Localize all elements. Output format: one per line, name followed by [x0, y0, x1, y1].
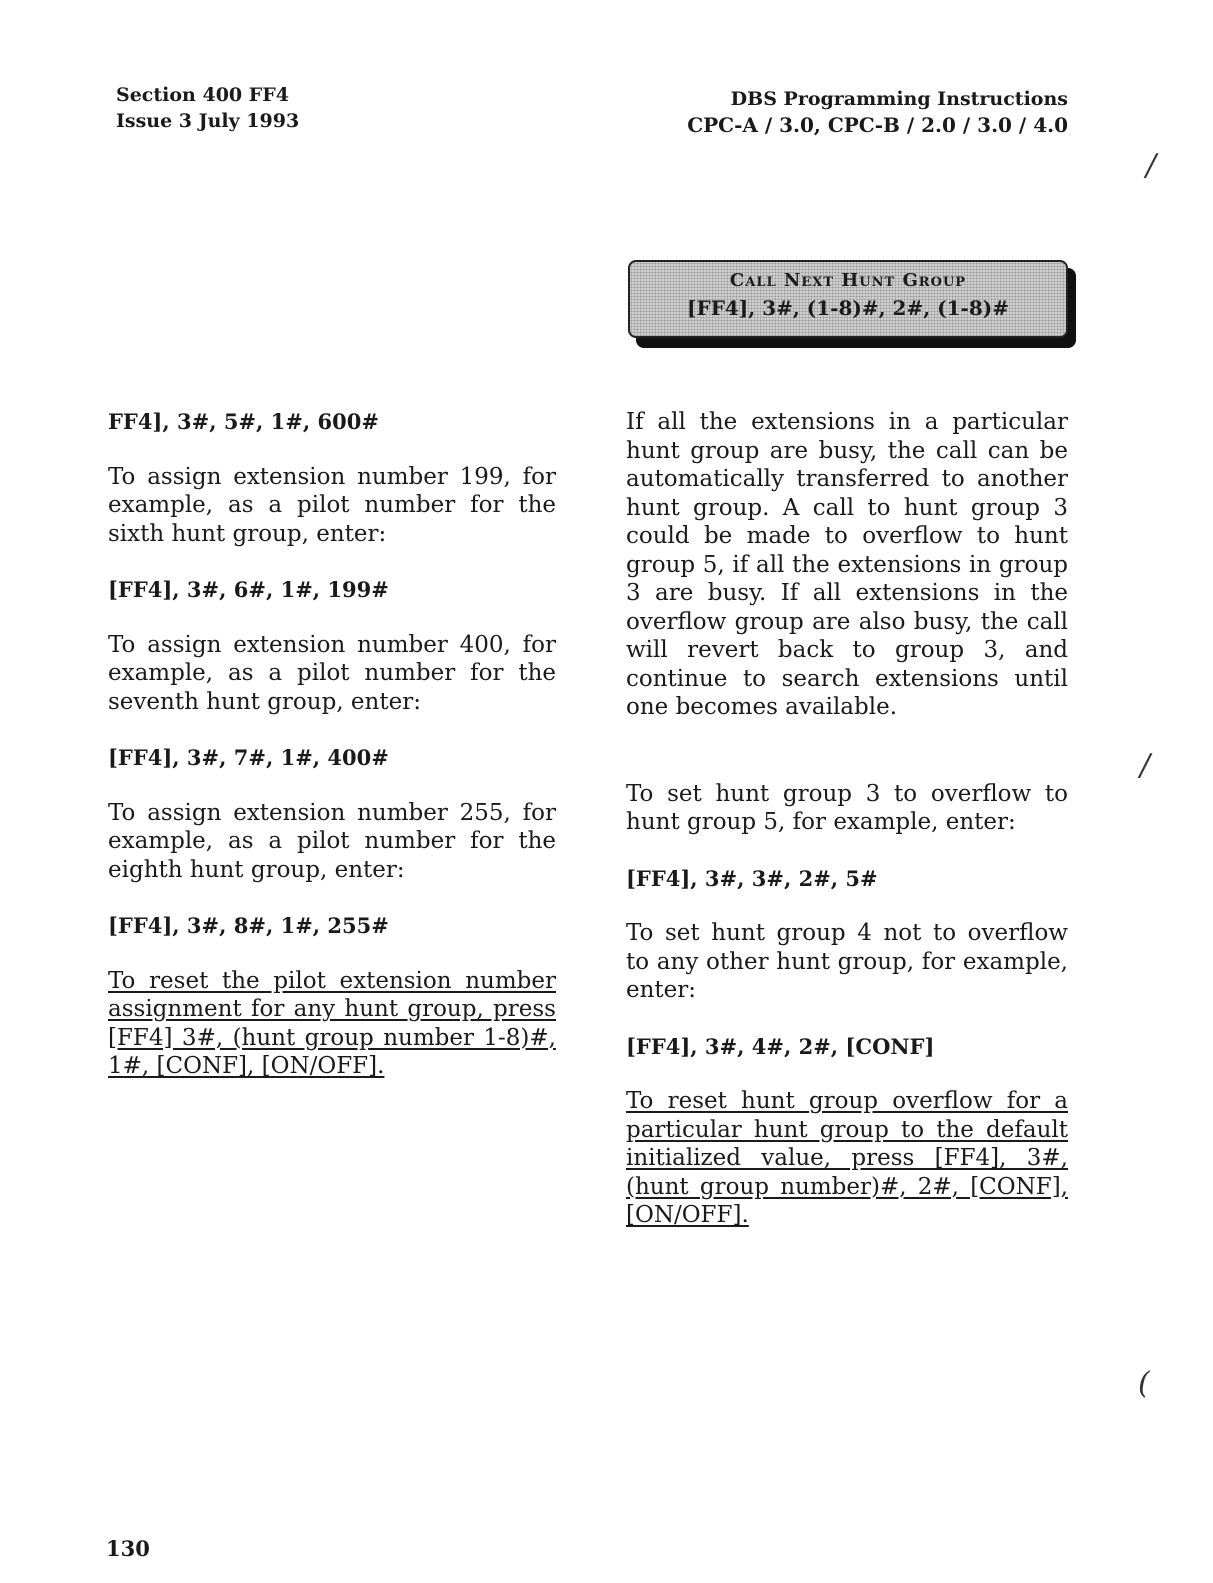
reset-note: To reset hunt group overflow for a particular hunt group to the default initialized value, press [FF4], 3#, (hunt group number)#, 2#, [CONF], [ON/OFF]. [626, 1088, 1068, 1228]
code-line: [FF4], 3#, 7#, 1#, 400# [108, 745, 389, 770]
reset-note: To reset the pilot extension number assignment for any hunt group, press [FF4] 3#, (hunt group number 1-8)#, 1#, [CONF], [ON/OFF]. [108, 967, 556, 1079]
header-left [116, 82, 299, 134]
feature-code: [FF4], 3#, (1-8)#, 2#, (1-8)# [687, 296, 1009, 320]
paragraph: To set hunt group 4 not to overflow to any other hunt group, for example, enter: [626, 920, 1068, 1003]
code-line: [FF4], 3#, 6#, 1#, 199# [108, 577, 389, 602]
scan-mark: / [1140, 748, 1151, 783]
feature-title: Call Next Hunt Group [729, 270, 967, 291]
feature-box [628, 260, 1068, 338]
header-right [640, 86, 1068, 138]
code-line: [FF4], 3#, 4#, 2#, [CONF] [626, 1033, 935, 1059]
page-number: 130 [106, 1536, 150, 1561]
left-column [108, 408, 556, 1081]
paragraph: To assign extension number 400, for example, as a pilot number for the seventh hunt group, enter: [108, 631, 556, 715]
paragraph: To assign extension number 255, for example, as a pilot number for the eighth hunt group, enter: [108, 799, 556, 883]
paragraph: To assign extension number 199, for example, as a pilot number for the sixth hunt group, enter: [108, 463, 556, 547]
paragraph: To set hunt group 3 to overflow to hunt group 5, for example, enter: [626, 780, 1068, 835]
issue-date: Issue 3 July 1993 [116, 110, 300, 132]
scan-mark: / [1146, 148, 1157, 183]
code-line: [FF4], 3#, 8#, 1#, 255# [108, 913, 389, 938]
version-info: CPC-A / 3.0, CPC-B / 2.0 / 3.0 / 4.0 [687, 113, 1068, 137]
scan-mark: ( [1138, 1366, 1150, 1401]
right-column [626, 408, 1068, 1230]
document-title: DBS Programming Instructions [730, 88, 1068, 110]
paragraph: If all the extensions in a particular hunt group are busy, the call can be automatically transferred to another hunt group. A call to hunt group 3 could be made to overflow to hunt group 5, if all the extensions in group 3 are busy. If all extensions in the overflow group are also busy, the call will revert back to group 3, and continue to search extensions until one becomes available. [626, 409, 1068, 720]
code-line: [FF4], 3#, 3#, 2#, 5# [626, 865, 878, 891]
code-line: FF4], 3#, 5#, 1#, 600# [108, 409, 379, 434]
section-label: Section 400 FF4 [116, 84, 289, 106]
